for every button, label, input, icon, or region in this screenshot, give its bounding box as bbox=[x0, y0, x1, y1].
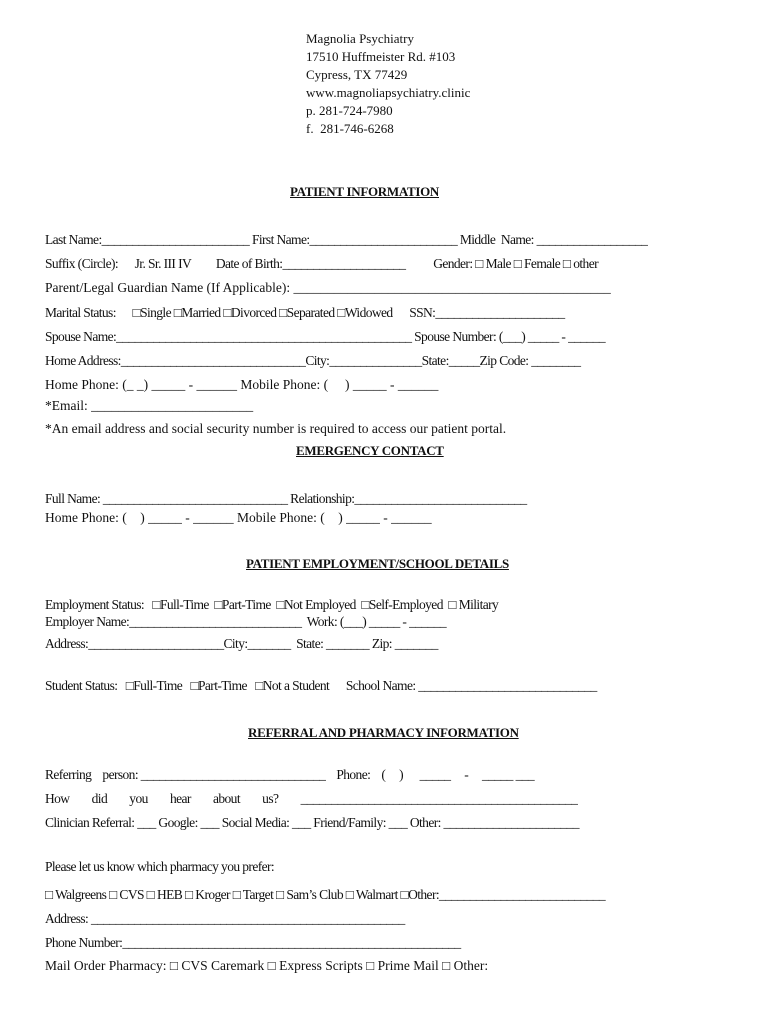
patient-phone-field[interactable]: Home Phone: (_ _) _____ - ______ Mobile Phone: ( ) _____ - ______ bbox=[45, 377, 439, 392]
referral-source-field[interactable]: Clinician Referral: ___ Google: ___ Social Media: ___ Friend/Family: ___ Other: ______________________ bbox=[45, 815, 579, 830]
email-field[interactable]: *Email: ________________________ bbox=[45, 398, 254, 413]
section-referral-pharmacy: REFERRAL AND PHARMACY INFORMATION bbox=[248, 725, 519, 740]
clinic-name: Magnolia Psychiatry bbox=[306, 31, 414, 46]
pharmacy-phone-field[interactable]: Phone Number:_______________________________________________________ bbox=[45, 935, 461, 950]
portal-note: *An email address and social security number is required to access our patient portal. bbox=[45, 421, 507, 436]
mail-order-pharmacy-field[interactable]: Mail Order Pharmacy: □ CVS Caremark □ Express Scripts □ Prime Mail □ Other: bbox=[45, 958, 489, 973]
emergency-name-field[interactable]: Full Name: ______________________________ Relationship:____________________________ bbox=[45, 491, 527, 506]
section-patient-information: PATIENT INFORMATION bbox=[290, 184, 439, 199]
guardian-name-field[interactable]: Parent/Legal Guardian Name (If Applicable): _______________________________________________ bbox=[45, 280, 611, 295]
emergency-phone-field[interactable]: Home Phone: ( ) _____ - ______ Mobile Phone: ( ) _____ - ______ bbox=[45, 510, 432, 525]
section-emergency-contact: EMERGENCY CONTACT bbox=[296, 443, 444, 458]
spouse-field[interactable]: Spouse Name:________________________________________________ Spouse Number: (___) _____ - ______ bbox=[45, 329, 605, 344]
referring-person-field[interactable]: Referring person: ______________________________ Phone: ( ) _____ - _____ ___ bbox=[45, 767, 535, 782]
how-did-you-hear-field[interactable]: How did you hear about us? _____________________________________________ bbox=[45, 791, 578, 806]
home-address-field[interactable]: Home Address:______________________________City:_______________State:_____Zip Code: ________ bbox=[45, 353, 581, 368]
employer-address-field[interactable]: Address:______________________City:_______ State: _______ Zip: _______ bbox=[45, 636, 438, 651]
clinic-website[interactable]: www.magnoliapsychiatry.clinic bbox=[306, 85, 471, 100]
patient-name-field[interactable]: Last Name:________________________ First Name:________________________ Middle Name: __________________ bbox=[45, 232, 648, 247]
clinic-address: 17510 Huffmeister Rd. #103 bbox=[306, 49, 456, 64]
pharmacy-choice-field[interactable]: □ Walgreens □ CVS □ HEB □ Kroger □ Target □ Sam’s Club □ Walmart □Other:___________________________ bbox=[45, 887, 606, 902]
employer-field[interactable]: Employer Name:____________________________ Work: (___) _____ - ______ bbox=[45, 614, 446, 629]
marital-status-ssn-field[interactable]: Marital Status: □Single □Married □Divorced □Separated □Widowed SSN:_____________________ bbox=[45, 305, 565, 320]
clinic-phone: p. 281-724-7980 bbox=[306, 103, 393, 118]
section-employment-school: PATIENT EMPLOYMENT/SCHOOL DETAILS bbox=[246, 556, 509, 571]
clinic-city: Cypress, TX 77429 bbox=[306, 67, 408, 82]
pharmacy-address-field[interactable]: Address: ___________________________________________________ bbox=[45, 911, 405, 926]
employment-status-field[interactable]: Employment Status: □Full-Time □Part-Time □Not Employed □Self-Employed □ Military bbox=[45, 597, 499, 612]
student-status-field[interactable]: Student Status: □Full-Time □Part-Time □Not a Student School Name: _____________________________ bbox=[45, 678, 597, 693]
clinic-fax: f. 281-746-6268 bbox=[306, 121, 394, 136]
suffix-dob-gender-field[interactable]: Suffix (Circle): Jr. Sr. III IV Date of Birth:____________________ Gender: □ Male □ Female □ other bbox=[45, 256, 598, 271]
pharmacy-prompt: Please let us know which pharmacy you prefer: bbox=[45, 859, 275, 874]
